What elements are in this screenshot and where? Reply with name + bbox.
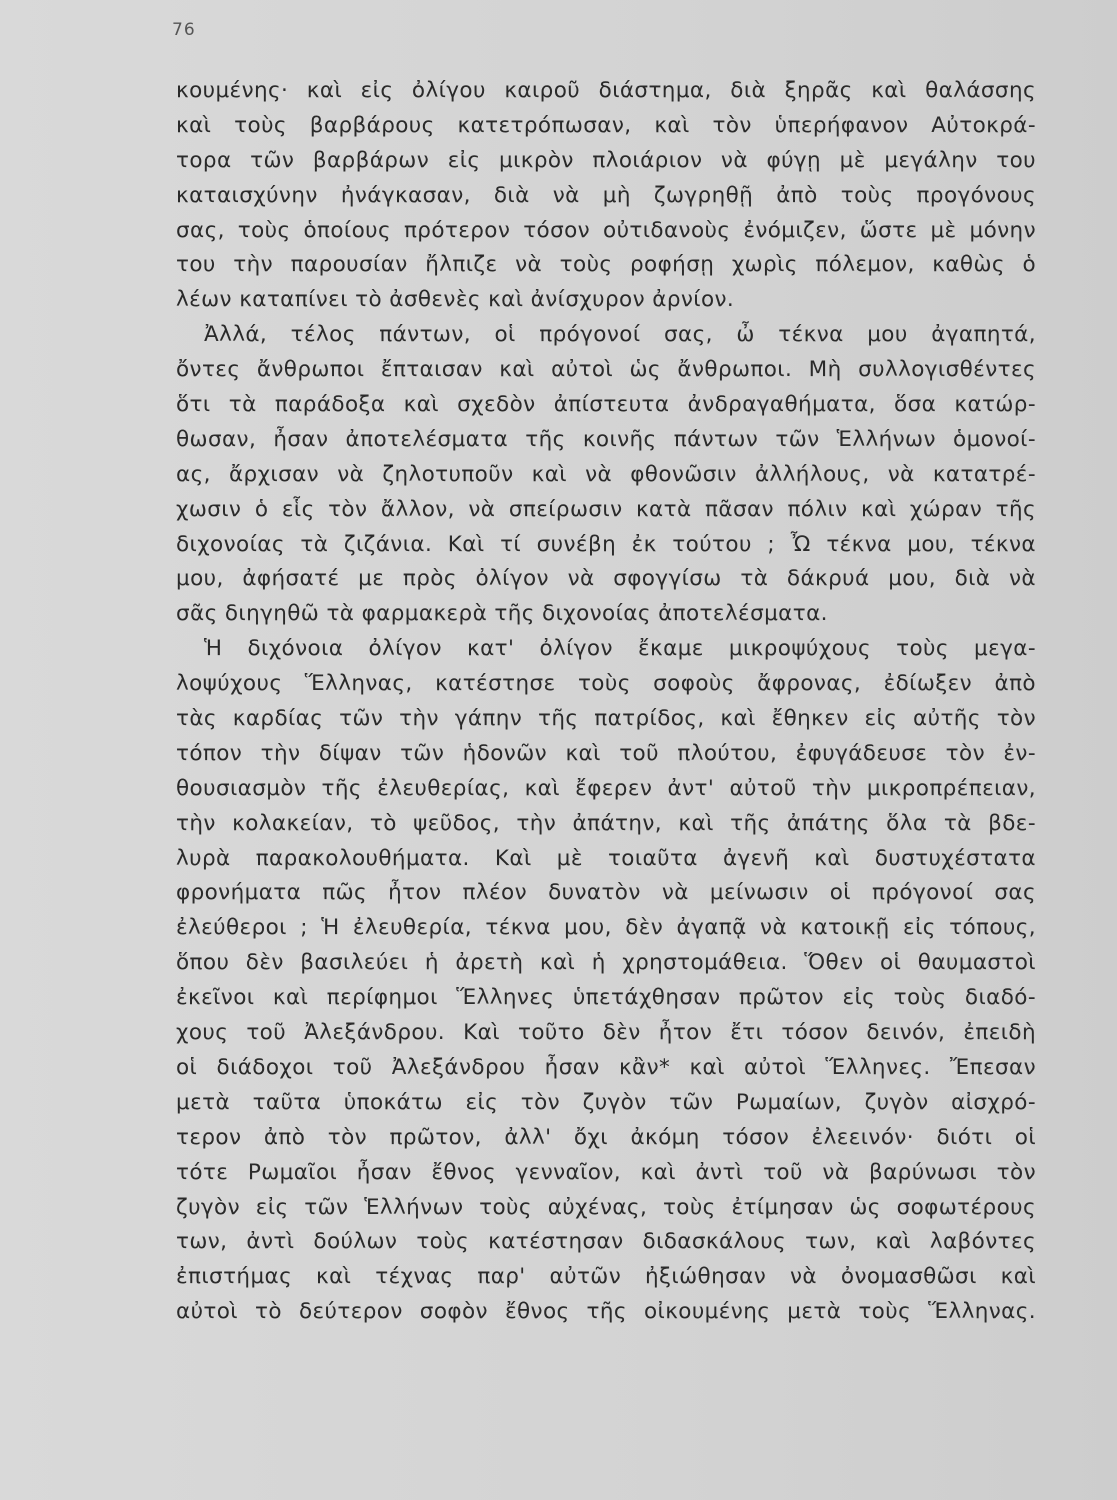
text-line: ζυγὸν εἰς τῶν Ἑλλήνων τοὺς αὐχένας, τοὺς ἐτίμησαν ὡς σοφωτέρους bbox=[176, 1194, 1036, 1220]
body-text bbox=[176, 74, 1036, 1330]
text-line: κουμένης· καὶ εἰς ὀλίγου καιροῦ διάστημα, διὰ ξηρᾶς καὶ θαλάσσης bbox=[176, 78, 1036, 103]
text-line: του τὴν παρουσίαν ἤλπιζε νὰ τοὺς ροφήσῃ χωρὶς πόλεμον, καθὼς ὁ bbox=[176, 252, 1036, 278]
text-line: τερον ἀπὸ τὸν πρῶτον, ἀλλ' ὄχι ἀκόμη τόσον ἐλεεινόν· διότι οἱ bbox=[176, 1124, 1036, 1150]
text-line: αὐτοὶ τὸ δεύτερον σοφὸν ἔθνος τῆς οἰκουμένης μετὰ τοὺς Ἕλληνας. bbox=[176, 1299, 1036, 1325]
text-line: λέων καταπίνει τὸ ἀσθενὲς καὶ ἀνίσχυρον ἀρνίον. bbox=[176, 287, 735, 313]
text-line: σας, τοὺς ὁποίους πρότερον τόσον οὐτιδανοὺς ἐνόμιζεν, ὥστε μὲ μόνην bbox=[176, 217, 1036, 243]
text-line: τορα τῶν βαρβάρων εἰς μικρὸν πλοιάριον νὰ φύγῃ μὲ μεγάλην του bbox=[176, 147, 1036, 173]
text-line: σᾶς διηγηθῶ τὰ φαρμακερὰ τῆς διχονοίας ἀποτελέσματα. bbox=[176, 601, 828, 627]
text-line: χους τοῦ Ἀλεξάνδρου. Καὶ τοῦτο δὲν ἦτον ἔτι τόσον δεινόν, ἐπειδὴ bbox=[176, 1020, 1036, 1046]
text-line: τὴν κολακείαν, τὸ ψεῦδος, τὴν ἀπάτην, καὶ τῆς ἀπάτης ὅλα τὰ βδε- bbox=[176, 810, 1036, 836]
text-line: των, ἀντὶ δούλων τοὺς κατέστησαν διδασκάλους των, καὶ λαβόντες bbox=[176, 1229, 1036, 1255]
text-line: λοψύχους Ἕλληνας, κατέστησε τοὺς σοφοὺς ἄφρονας, ἐδίωξεν ἀπὸ bbox=[176, 671, 1036, 697]
page-number: 76 bbox=[172, 20, 196, 40]
text-line: Ἀλλά, τέλος πάντων, οἱ πρόγονοί σας, ὦ τέκνα μου ἀγαπητά, bbox=[204, 322, 1036, 348]
text-line: τόπον τὴν δίψαν τῶν ἡδονῶν καὶ τοῦ πλούτου, ἐφυγάδευσε τὸν ἐν- bbox=[176, 740, 1036, 766]
text-line: θουσιασμὸν τῆς ἐλευθερίας, καὶ ἔφερεν ἀντ' αὐτοῦ τὴν μικροπρέπειαν, bbox=[176, 775, 1036, 801]
text-line: ὅπου δὲν βασιλεύει ἡ ἀρετὴ καὶ ἡ χρηστομάθεια. Ὅθεν οἱ θαυμαστοὶ bbox=[176, 950, 1036, 976]
text-line: ας, ἄρχισαν νὰ ζηλοτυποῦν καὶ νὰ φθονῶσιν ἀλλήλους, νὰ κατατρέ- bbox=[176, 461, 1036, 487]
text-line: χωσιν ὁ εἷς τὸν ἄλλον, νὰ σπείρωσιν κατὰ πᾶσαν πόλιν καὶ χώραν τῆς bbox=[176, 496, 1036, 522]
text-line: οἱ διάδοχοι τοῦ Ἀλεξάνδρου ἦσαν κἂν* καὶ αὐτοὶ Ἕλληνες. Ἔπεσαν bbox=[176, 1054, 1036, 1080]
text-line: Ἡ διχόνοια ὀλίγον κατ' ὀλίγον ἔκαμε μικροψύχους τοὺς μεγα- bbox=[204, 636, 1036, 662]
text-line: τὰς καρδίας τῶν τὴν γάπην τῆς πατρίδος, καὶ ἔθηκεν εἰς αὐτῆς τὸν bbox=[176, 706, 1036, 732]
text-line: ὅτι τὰ παράδοξα καὶ σχεδὸν ἀπίστευτα ἀνδραγαθήματα, ὅσα κατώρ- bbox=[176, 392, 1036, 418]
text-line: ὄντες ἄνθρωποι ἔπταισαν καὶ αὐτοὶ ὡς ἄνθρωποι. Μὴ συλλογισθέντες bbox=[176, 357, 1036, 383]
text-line: φρονήματα πῶς ἦτον πλέον δυνατὸν νὰ μείνωσιν οἱ πρόγονοί σας bbox=[176, 880, 1036, 906]
text-line: ἐκεῖνοι καὶ περίφημοι Ἕλληνες ὑπετάχθησαν πρῶτον εἰς τοὺς διαδό- bbox=[176, 985, 1036, 1011]
text-line: διχονοίας τὰ ζιζάνια. Καὶ τί συνέβη ἐκ τούτου ; Ὦ τέκνα μου, τέκνα bbox=[176, 531, 1036, 557]
text-line: μου, ἀφήσατέ με πρὸς ὀλίγον νὰ σφογγίσω τὰ δάκρυά μου, διὰ νὰ bbox=[176, 566, 1036, 592]
text-line: ἐπιστήμας καὶ τέχνας παρ' αὐτῶν ἠξιώθησαν νὰ ὀνομασθῶσι καὶ bbox=[176, 1264, 1036, 1290]
text-line: καταισχύνην ἠνάγκασαν, διὰ νὰ μὴ ζωγρηθῇ ἀπὸ τοὺς προγόνους bbox=[176, 182, 1036, 208]
text-line: καὶ τοὺς βαρβάρους κατετρόπωσαν, καὶ τὸν ὑπερήφανον Αὐτοκρά- bbox=[176, 112, 1036, 138]
text-line: θωσαν, ἦσαν ἀποτελέσματα τῆς κοινῆς πάντων τῶν Ἑλλήνων ὁμονοί- bbox=[176, 426, 1036, 452]
text-line: μετὰ ταῦτα ὑποκάτω εἰς τὸν ζυγὸν τῶν Ρωμαίων, ζυγὸν αἰσχρό- bbox=[176, 1089, 1036, 1115]
text-line: λυρὰ παρακολουθήματα. Καὶ μὲ τοιαῦτα ἀγενῆ καὶ δυστυχέστατα bbox=[176, 845, 1036, 871]
text-line: τότε Ρωμαῖοι ἦσαν ἔθνος γενναῖον, καὶ ἀντὶ τοῦ νὰ βαρύνωσι τὸν bbox=[176, 1159, 1036, 1185]
text-line: ἐλεύθεροι ; Ἡ ἐλευθερία, τέκνα μου, δὲν ἀγαπᾷ νὰ κατοικῇ εἰς τόπους, bbox=[176, 915, 1036, 941]
